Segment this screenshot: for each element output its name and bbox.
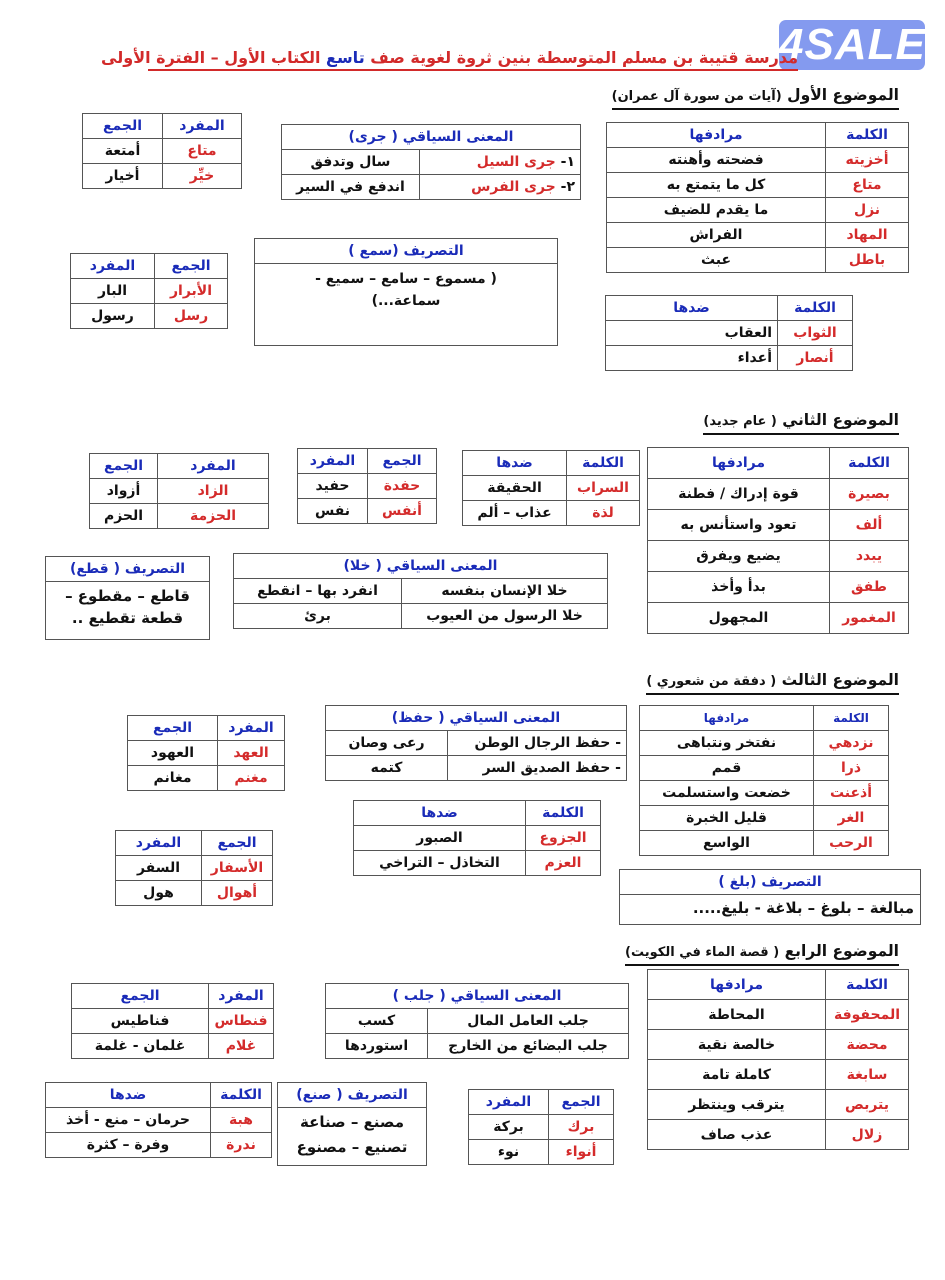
word: الغر: [814, 806, 889, 831]
topic-4-derivation-box: [277, 1082, 427, 1166]
col-meaning: مرادفها: [648, 448, 830, 479]
col-singular: المفرد: [298, 449, 368, 474]
table-row: [640, 806, 889, 831]
singular: رسول: [71, 304, 155, 329]
meaning: عذب صاف: [648, 1120, 826, 1150]
col-plural: الجمع: [155, 254, 228, 279]
table-row: [648, 1060, 909, 1090]
topic-2-antonyms-table: [462, 450, 640, 526]
meaning: نفتخر ونتباهى: [640, 731, 814, 756]
phrase: - حفظ الرجال الوطن: [448, 731, 627, 756]
derivation-title: التصريف ( صنع): [278, 1083, 426, 1108]
word: أنصار: [778, 346, 853, 371]
col-singular: المفرد: [71, 254, 155, 279]
topic-3-derivation-box: [619, 869, 921, 925]
context-title: المعنى السياقي ( حفظ): [326, 706, 627, 731]
plural: أمتعة: [83, 139, 163, 164]
col-opposite: ضدها: [463, 451, 567, 476]
row-number: ٢-: [555, 179, 575, 195]
topic-4-synonyms-table: [647, 969, 909, 1150]
table-row: [606, 346, 853, 371]
topic-4-antonyms-table: [45, 1082, 272, 1158]
opposite: العقاب: [606, 321, 778, 346]
singular: مغنم: [218, 766, 285, 791]
table-row: [648, 479, 909, 510]
table-row: [354, 826, 601, 851]
col-plural: الجمع: [368, 449, 437, 474]
col-meaning: مرادفها: [648, 970, 826, 1000]
title-book: الكتاب الأول – الفترة الأولى: [101, 48, 327, 67]
meaning: برئ: [234, 604, 402, 629]
topic-3-subtitle: ( دفقة من شعوري ): [646, 674, 777, 689]
table-row: [463, 501, 640, 526]
phrase: جلب البضائع من الخارج: [428, 1034, 629, 1059]
table-row: [282, 150, 581, 175]
plural: مغانم: [128, 766, 218, 791]
meaning: تعود واستأنس به: [648, 510, 830, 541]
col-singular: المفرد: [158, 454, 269, 479]
word: لذة: [567, 501, 640, 526]
col-word: الكلمة: [778, 296, 853, 321]
word: يبدد: [830, 541, 909, 572]
table-row: [326, 756, 627, 781]
plural: رسل: [155, 304, 228, 329]
word: يتربص: [826, 1090, 909, 1120]
col-plural: الجمع: [202, 831, 273, 856]
meaning: قليل الخبرة: [640, 806, 814, 831]
topic-1-derivation-box: [254, 238, 558, 346]
table-row: [607, 148, 909, 173]
plural: الأبرار: [155, 279, 228, 304]
opposite: عذاب – ألم: [463, 501, 567, 526]
meaning: خالصة نقية: [648, 1030, 826, 1060]
table-row: [282, 175, 581, 200]
plural: أنفس: [368, 499, 437, 524]
topic-4-subtitle: ( قصة الماء في الكويت): [625, 945, 780, 960]
col-plural: الجمع: [90, 454, 158, 479]
topic-1-subtitle: (آيات من سورة آل عمران): [611, 89, 782, 104]
meaning: اندفع في السير: [282, 175, 420, 200]
topic-3-antonyms-table: [353, 800, 601, 876]
word: هبة: [211, 1108, 272, 1133]
meaning: يضيع ويفرق: [648, 541, 830, 572]
topic-1-plural-singular-table: [70, 253, 228, 329]
word: الثواب: [778, 321, 853, 346]
table-row: [606, 321, 853, 346]
table-row: [640, 731, 889, 756]
context-title: المعنى السياقي ( خلا): [234, 554, 608, 579]
word: نزل: [826, 198, 909, 223]
topic-1-context-table: [281, 124, 581, 200]
topic-3-heading: [646, 669, 899, 695]
topic-3-plural-singular-table: [115, 830, 273, 906]
meaning: المحاطة: [648, 1000, 826, 1030]
table-row: [648, 1090, 909, 1120]
plural: أهوال: [202, 881, 273, 906]
singular: العهد: [218, 741, 285, 766]
singular: نوء: [469, 1140, 549, 1165]
table-row: [71, 304, 228, 329]
plural: أخيار: [83, 164, 163, 189]
context-title: المعنى السياقي ( جلب ): [326, 984, 629, 1009]
word: متاع: [826, 173, 909, 198]
topic-1-title: الموضوع الأول: [787, 86, 899, 104]
word: أخزيته: [826, 148, 909, 173]
title-school: مدرسة قتيبة بن مسلم المتوسطة بنين ثروة لغوية صف: [364, 48, 798, 67]
derivation-title: التصريف ( قطع): [46, 557, 209, 582]
topic-4-heading: [625, 940, 899, 966]
plural: فناطيس: [72, 1009, 209, 1034]
col-singular: المفرد: [469, 1090, 549, 1115]
meaning: بدأ وأخذ: [648, 572, 830, 603]
word: المحفوفة: [826, 1000, 909, 1030]
table-row: [90, 479, 269, 504]
derivation-title: التصريف (سمع ): [255, 239, 557, 264]
topic-4-title: الموضوع الرابع: [784, 942, 899, 960]
word: السراب: [567, 476, 640, 501]
meaning: رعى وصان: [326, 731, 448, 756]
derivation-title: التصريف (بلغ ): [620, 870, 920, 895]
plural: أزواد: [90, 479, 158, 504]
meaning: استوردها: [326, 1034, 428, 1059]
col-plural: الجمع: [83, 114, 163, 139]
word: بصيرة: [830, 479, 909, 510]
word: سابغة: [826, 1060, 909, 1090]
table-row: [648, 510, 909, 541]
word: ذرا: [814, 756, 889, 781]
meaning: خضعت واستسلمت: [640, 781, 814, 806]
plural: الأسفار: [202, 856, 273, 881]
topic-2-singular-plural-table: [89, 453, 269, 529]
meaning: كسب: [326, 1009, 428, 1034]
word: العزم: [526, 851, 601, 876]
meaning: قمم: [640, 756, 814, 781]
table-row: [116, 856, 273, 881]
table-row: [298, 499, 437, 524]
meaning: كل ما يتمتع به: [607, 173, 826, 198]
col-plural: الجمع: [128, 716, 218, 741]
singular: خيِّر: [163, 164, 242, 189]
meaning: الواسع: [640, 831, 814, 856]
topic-3-synonyms-table: [639, 705, 889, 856]
page-title: [101, 47, 798, 71]
table-row: [90, 504, 269, 529]
topic-3-singular-plural-table: [127, 715, 285, 791]
table-row: [640, 756, 889, 781]
meaning: ما يقدم للضيف: [607, 198, 826, 223]
topic-4-plural-singular-table: [468, 1089, 614, 1165]
derivation-body: ( مسموع – سامع – سميع - سماعة...): [315, 271, 497, 309]
table-row: [72, 1034, 274, 1059]
topic-2-synonyms-table: [647, 447, 909, 634]
col-plural: الجمع: [549, 1090, 614, 1115]
meaning: سال وتدفق: [282, 150, 420, 175]
meaning: كاملة تامة: [648, 1060, 826, 1090]
col-opposite: ضدها: [354, 801, 526, 826]
col-word: الكلمة: [826, 123, 909, 148]
topic-1-singular-plural-table: [82, 113, 242, 189]
plural: أنواء: [549, 1140, 614, 1165]
row-number: ١-: [555, 154, 575, 170]
meaning: عبث: [607, 248, 826, 273]
col-opposite: ضدها: [46, 1083, 211, 1108]
opposite: وفرة – كثرة: [46, 1133, 211, 1158]
title-grade: تاسع: [326, 48, 365, 67]
opposite: حرمان – منع - أخذ: [46, 1108, 211, 1133]
singular: غلام: [209, 1034, 274, 1059]
table-row: [648, 541, 909, 572]
phrase: خلا الرسول من العيوب: [402, 604, 608, 629]
col-singular: المفرد: [116, 831, 202, 856]
table-row: [607, 248, 909, 273]
table-row: [607, 198, 909, 223]
meaning: انفرد بها – انقطع: [234, 579, 402, 604]
phrase: جلب العامل المال: [428, 1009, 629, 1034]
word: طفق: [830, 572, 909, 603]
singular: حفيد: [298, 474, 368, 499]
table-row: [83, 164, 242, 189]
word: زلال: [826, 1120, 909, 1150]
col-word: الكلمة: [567, 451, 640, 476]
table-row: [71, 279, 228, 304]
table-row: [72, 1009, 274, 1034]
topic-3-context-table: [325, 705, 627, 781]
table-row: [234, 579, 608, 604]
table-row: [354, 851, 601, 876]
table-row: [648, 1030, 909, 1060]
table-row: [83, 139, 242, 164]
plural: حفدة: [368, 474, 437, 499]
topic-1-heading: [612, 84, 899, 110]
singular: الزاد: [158, 479, 269, 504]
table-row: [46, 1108, 272, 1133]
meaning: الفراش: [607, 223, 826, 248]
table-row: [116, 881, 273, 906]
topic-2-subtitle: ( عام جديد): [703, 414, 777, 429]
topic-4-singular-plural-table: [71, 983, 274, 1059]
table-row: [128, 766, 285, 791]
opposite: الصبور: [354, 826, 526, 851]
derivation-body: قاطع – مقطوع – قطعة تقطيع ..: [65, 587, 190, 627]
phrase: جرى السيل: [476, 154, 556, 170]
opposite: الحقيقة: [463, 476, 567, 501]
singular: متاع: [163, 139, 242, 164]
topic-2-derivation-box: [45, 556, 210, 640]
word: أذعنت: [814, 781, 889, 806]
topic-3-title: الموضوع الثالث: [781, 671, 899, 689]
meaning: كتمه: [326, 756, 448, 781]
word: باطل: [826, 248, 909, 273]
table-row: [469, 1115, 614, 1140]
topic-1-synonyms-table: [606, 122, 909, 273]
derivation-line-2: تصنيع – مصنوع: [296, 1138, 408, 1156]
word: المغمور: [830, 603, 909, 634]
table-row: [648, 572, 909, 603]
word: الجزوع: [526, 826, 601, 851]
table-row: [607, 223, 909, 248]
table-row: [648, 1120, 909, 1150]
topic-2-context-table: [233, 553, 608, 629]
watermark-logo: 4SALE: [779, 20, 926, 69]
table-row: [46, 1133, 272, 1158]
table-row: [469, 1140, 614, 1165]
col-singular: المفرد: [218, 716, 285, 741]
meaning: المجهول: [648, 603, 830, 634]
singular: بركة: [469, 1115, 549, 1140]
col-word: الكلمة: [830, 448, 909, 479]
phrase: جرى الفرس: [471, 179, 556, 195]
topic-4-context-table: [325, 983, 629, 1059]
word: المهاد: [826, 223, 909, 248]
singular: فنطاس: [209, 1009, 274, 1034]
table-row: [326, 1034, 629, 1059]
word: نزدهي: [814, 731, 889, 756]
table-row: [128, 741, 285, 766]
col-meaning: مرادفها: [640, 706, 814, 731]
table-row: [234, 604, 608, 629]
plural: غلمان - غلمة: [72, 1034, 209, 1059]
table-row: [648, 603, 909, 634]
col-meaning: مرادفها: [607, 123, 826, 148]
table-row: [298, 474, 437, 499]
table-row: [640, 781, 889, 806]
word: ندرة: [211, 1133, 272, 1158]
singular: الحزمة: [158, 504, 269, 529]
singular: نفس: [298, 499, 368, 524]
col-singular: المفرد: [209, 984, 274, 1009]
meaning: قوة إدراك / فطنة: [648, 479, 830, 510]
word: الرحب: [814, 831, 889, 856]
table-row: [326, 1009, 629, 1034]
derivation-body: مبالغة – بلوغ – بلاغة - بليغ.....: [692, 899, 914, 917]
col-word: الكلمة: [526, 801, 601, 826]
topic-2-plural-singular-table: [297, 448, 437, 524]
topic-2-heading: [703, 409, 899, 435]
table-row: [326, 731, 627, 756]
plural: العهود: [128, 741, 218, 766]
phrase: خلا الإنسان بنفسه: [402, 579, 608, 604]
table-row: [607, 173, 909, 198]
opposite: أعداء: [606, 346, 778, 371]
plural: برك: [549, 1115, 614, 1140]
col-plural: الجمع: [72, 984, 209, 1009]
topic-2-title: الموضوع الثاني: [782, 411, 899, 429]
singular: هول: [116, 881, 202, 906]
col-singular: المفرد: [163, 114, 242, 139]
table-row: [463, 476, 640, 501]
singular: السفر: [116, 856, 202, 881]
phrase: - حفظ الصديق السر: [448, 756, 627, 781]
meaning: فضحته وأهنته: [607, 148, 826, 173]
context-title: المعنى السياقي ( جرى): [282, 125, 581, 150]
table-row: [640, 831, 889, 856]
singular: البار: [71, 279, 155, 304]
col-word: الكلمة: [826, 970, 909, 1000]
col-opposite: ضدها: [606, 296, 778, 321]
col-word: الكلمة: [211, 1083, 272, 1108]
col-word: الكلمة: [814, 706, 889, 731]
meaning: يترقب وينتظر: [648, 1090, 826, 1120]
word: ألف: [830, 510, 909, 541]
table-row: [648, 1000, 909, 1030]
topic-1-antonyms-table: [605, 295, 853, 371]
plural: الحزم: [90, 504, 158, 529]
word: محضة: [826, 1030, 909, 1060]
derivation-line-1: مصنع – صناعة: [300, 1113, 404, 1131]
opposite: التخاذل – التراخي: [354, 851, 526, 876]
